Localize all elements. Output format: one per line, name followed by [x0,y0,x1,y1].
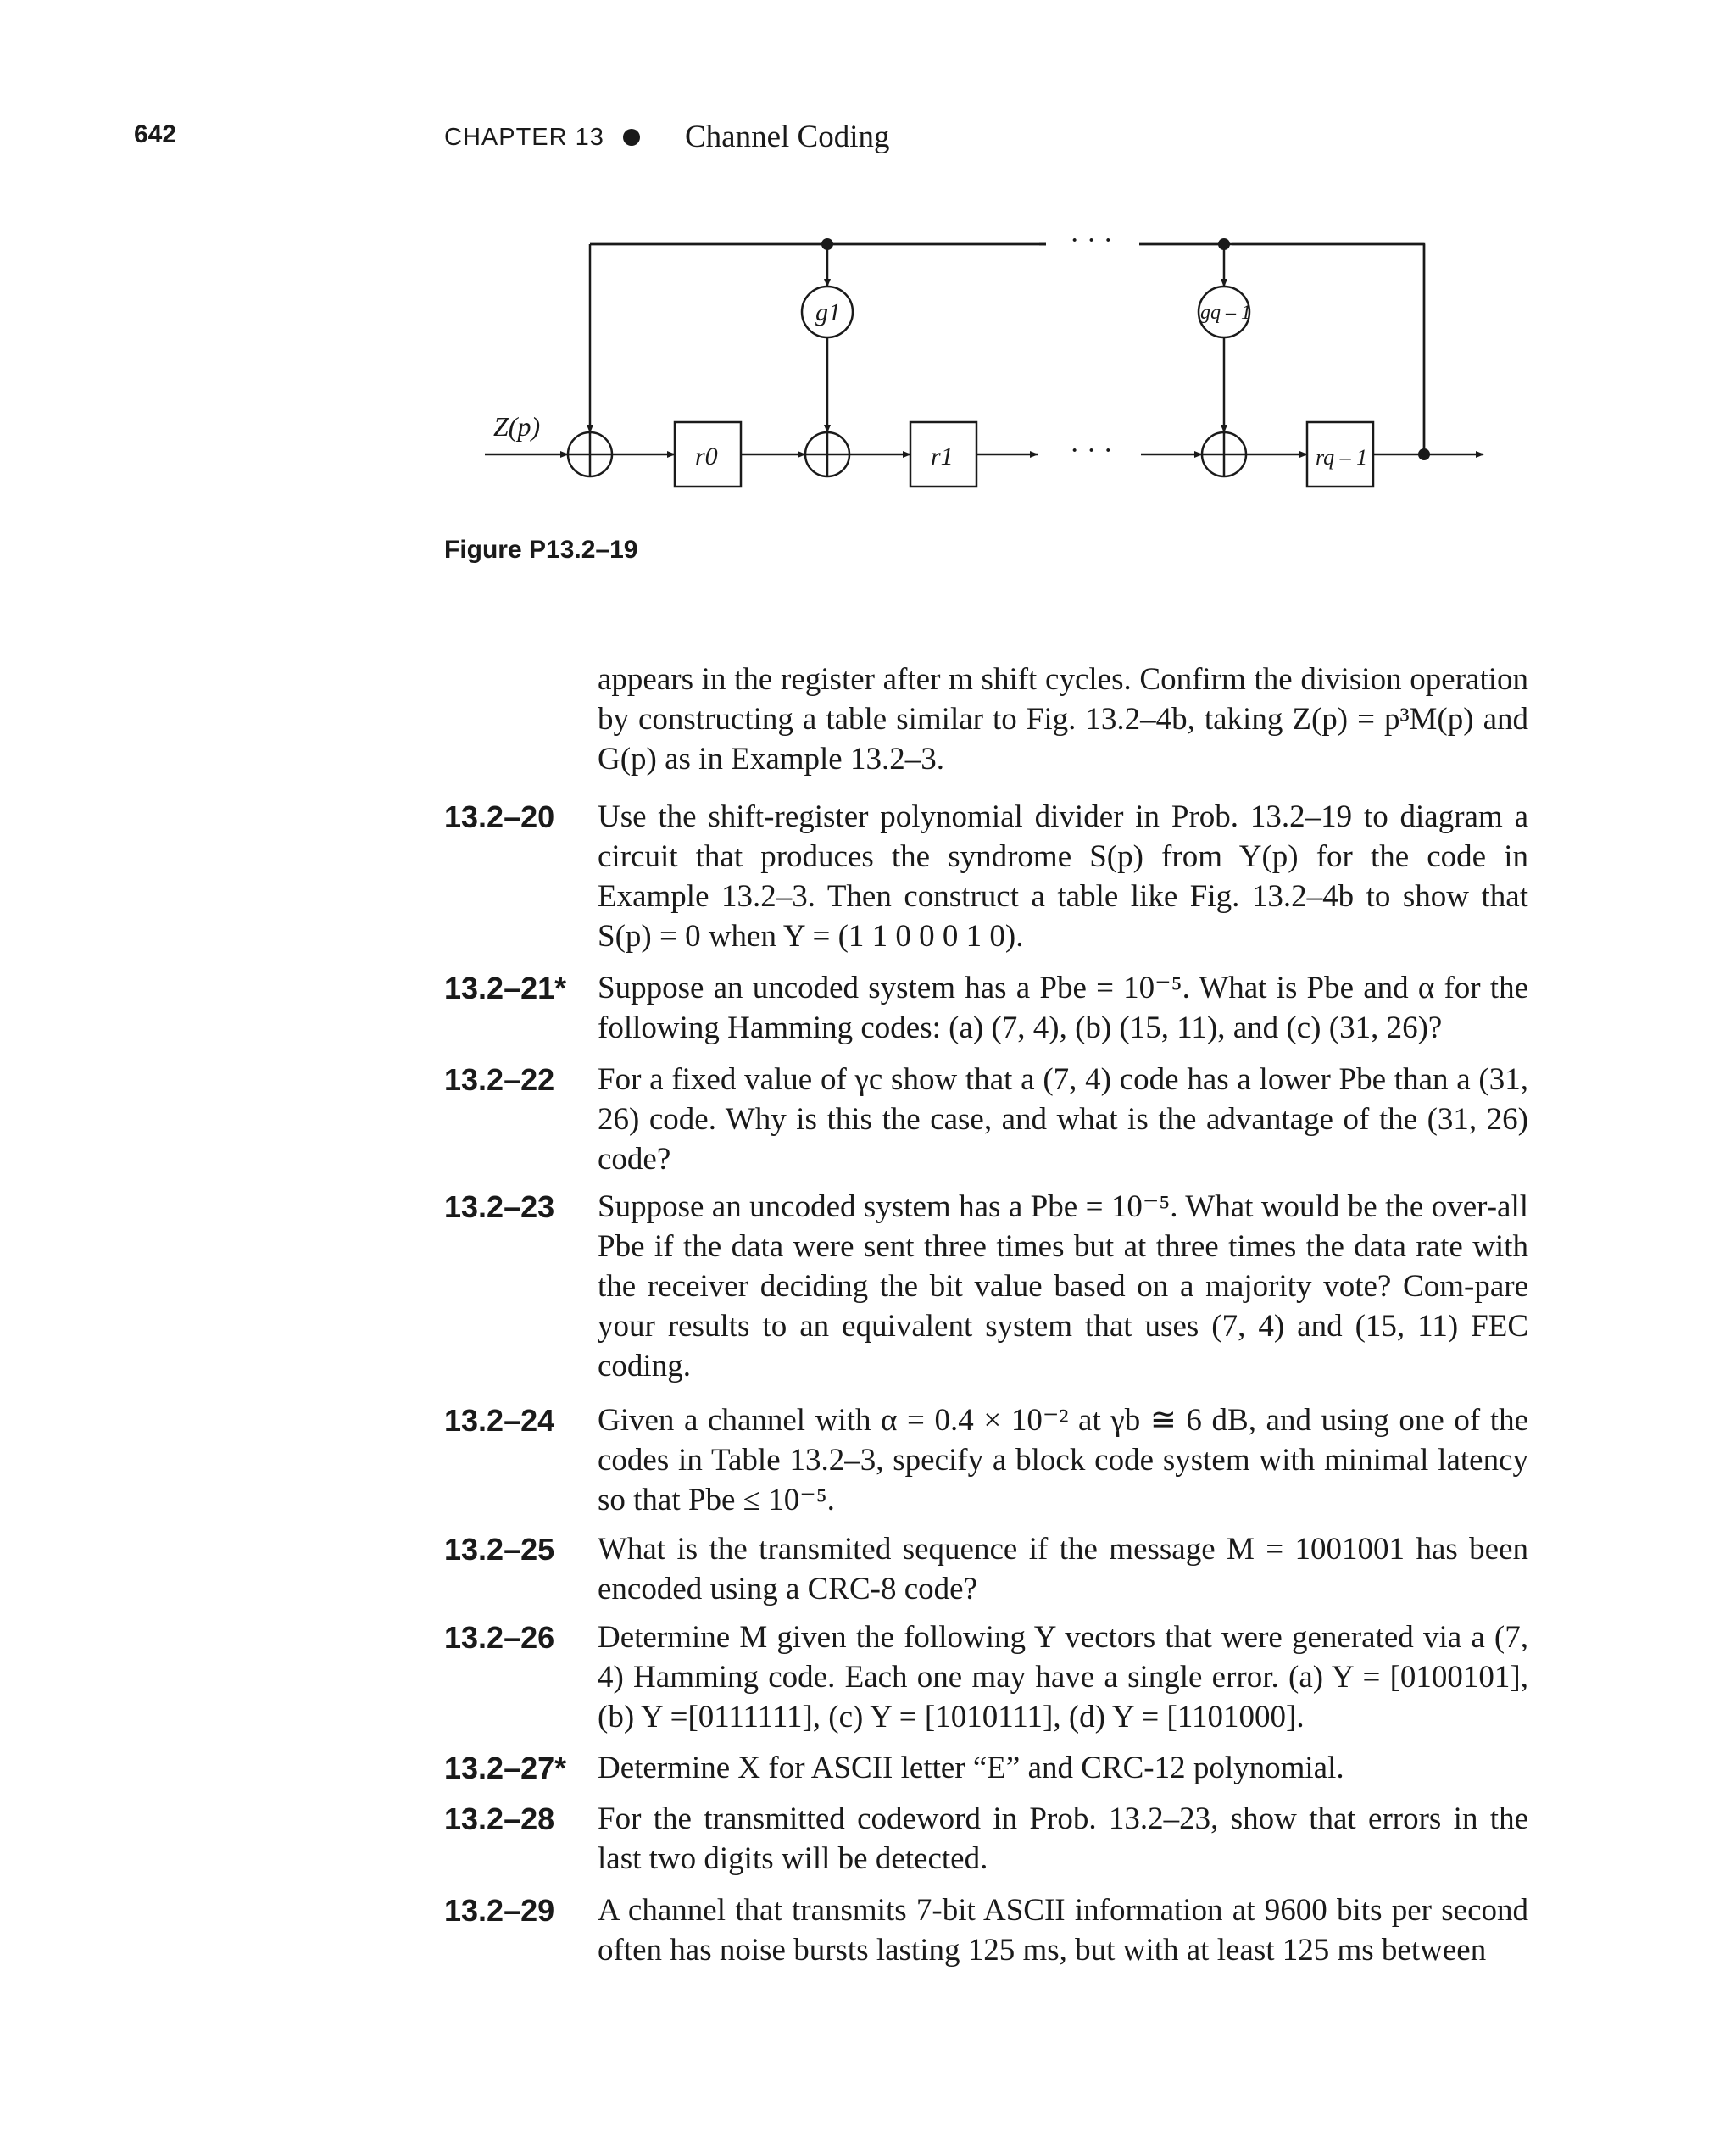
problem-13-2-29 [444,1890,1528,1972]
problem-13-2-28 [444,1799,1528,1880]
problem-number: 13.2–28 [444,1801,555,1836]
problem-text: Use the shift-register polynomial divider in Prob. 13.2–19 to diagram a circuit that produces the syndrome S(p) from Y(p) for the code in Example 13.2–3. Then construct a table like Fig. 13.2–4b to show that S(p) = 0 when Y = (1 1 0 0 0 1 0). [598,799,1528,954]
problem-text: Given a channel with α = 0.4 × 10⁻² at γb ≅ 6 dB, and using one of the codes in Table 13.2–3, specify a block code system with minimal latency so that Pbe ≤ 10⁻⁵. [598,1403,1528,1517]
problem-number: 13.2–23 [444,1189,555,1224]
multiplier-g1-label: g1 [815,298,841,326]
multiplier-gq-label: gq – 1 [1200,302,1251,324]
problem-number: 13.2–20 [444,799,555,834]
register-rq-label: rq – 1 [1316,445,1368,470]
problem-13-2-20 [444,797,1528,958]
input-label: Z(p) [493,411,541,442]
problem-13-2-25 [444,1529,1528,1611]
problem-text: Suppose an uncoded system has a Pbe = 10⁻⁵. What is Pbe and α for the following Hamming codes: (a) (7, 4), (b) (15, 11), and (c) (31, 26)? [598,971,1528,1045]
continuation-paragraph: appears in the register after m shift cycles. Confirm the division operation by constructing a table similar to Fig. 13.2–4b, taking Z(p) = p³M(p) and G(p) as in Example 13.2–3. [598,662,1528,777]
problem-number: 13.2–27* [444,1751,567,1785]
problem-13-2-22 [444,1060,1528,1178]
register-r1-label: r1 [931,443,954,470]
problem-number: 13.2–21* [444,971,567,1005]
problem-number: 13.2–24 [444,1403,555,1438]
problem-text: Determine M given the following Y vectors that were generated via a (7, 4) Hamming code. Each one may have a single error. (a) Y = [0100101], (b) Y =[0111111], (c) Y = [1010111], (d) Y = [1101000]. [598,1620,1528,1734]
ellipsis-top: · · · [1070,229,1113,256]
problem-text: For a fixed value of γc show that a (7, 4) code has a lower Pbe than a (31, 26) code. Why is this the case, and what is the advantage of the (31, 26) code? [598,1062,1528,1177]
register-r0-label: r0 [695,443,718,470]
problem-text: Suppose an uncoded system has a Pbe = 10⁻⁵. What would be the over-all Pbe if the data were sent three times but at three times the data rate with the receiver deciding the bit value based on a majority vote? Com-pare your results to an equivalent system that uses (7, 4) and (15, 11) FEC coding. [598,1189,1528,1383]
problem-text: For the transmitted codeword in Prob. 13.2–23, show that errors in the last two digits will be detected. [598,1801,1528,1876]
problem-13-2-24 [444,1400,1528,1519]
problem-number: 13.2–22 [444,1062,555,1097]
shift-register-divider-diagram [475,229,1492,509]
page-number: 642 [134,120,177,148]
problem-13-2-26 [444,1617,1528,1738]
problem-text: Determine X for ASCII letter “E” and CRC-12 polynomial. [598,1751,1344,1785]
problem-number: 13.2–26 [444,1620,555,1655]
chapter-title: Channel Coding [685,120,890,154]
figure-caption: Figure P13.2–19 [444,536,638,564]
header-bullet-icon [623,129,640,146]
problem-number: 13.2–25 [444,1532,555,1567]
problem-text: What is the transmited sequence if the message M = 1001001 has been encoded using a CRC-8 code? [598,1532,1528,1606]
problem-13-2-27 [444,1748,1528,1790]
feedback-line-right [1048,244,1424,459]
ellipsis-middle: · · · [1070,435,1113,466]
problem-13-2-23 [444,1187,1528,1390]
problem-number: 13.2–29 [444,1893,555,1928]
chapter-label: CHAPTER 13 [444,124,604,151]
problem-13-2-21 [444,968,1528,1049]
problem-text: A channel that transmits 7-bit ASCII information at 9600 bits per second often has noise bursts lasting 125 ms, but with at least 125 ms between [598,1893,1528,1968]
